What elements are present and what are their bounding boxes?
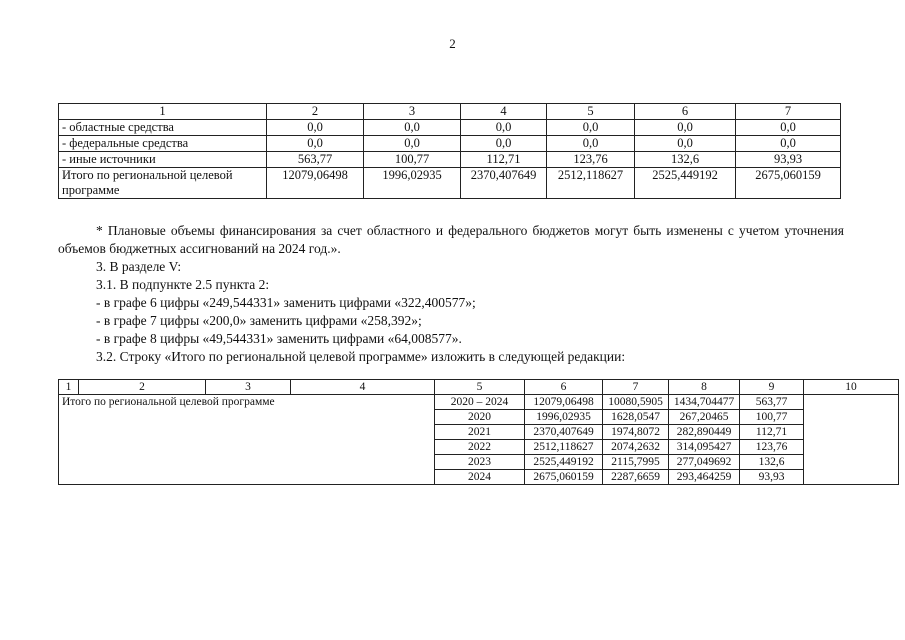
header-cell: 10 — [804, 380, 899, 395]
cell: 112,71 — [740, 425, 804, 440]
cell: 2074,2632 — [603, 440, 669, 455]
table-row — [59, 120, 841, 136]
cell: 0,0 — [547, 136, 635, 152]
header-cell: 5 — [547, 104, 635, 120]
bullet-column-7: - в графе 7 цифры «200,0» заменить цифрами «258,392»; — [96, 313, 422, 328]
header-cell: 9 — [740, 380, 804, 395]
cell: 0,0 — [635, 136, 736, 152]
cell: 2512,118627 — [525, 440, 603, 455]
subsection-3-1: 3.1. В подпункте 2.5 пункта 2: — [96, 277, 270, 292]
cell: 314,095427 — [669, 440, 740, 455]
cell: 0,0 — [364, 136, 461, 152]
cell: 267,20465 — [669, 410, 740, 425]
cell: 2675,060159 — [525, 470, 603, 485]
cell: 2370,407649 — [461, 168, 547, 199]
cell: 293,464259 — [669, 470, 740, 485]
cell: 2115,7995 — [603, 455, 669, 470]
cell: 2675,060159 — [736, 168, 841, 199]
cell: 123,76 — [547, 152, 635, 168]
cell: 282,890449 — [669, 425, 740, 440]
header-cell: 6 — [635, 104, 736, 120]
cell: 12079,06498 — [525, 395, 603, 410]
header-cell: 6 — [525, 380, 603, 395]
cell: 563,77 — [267, 152, 364, 168]
header-cell: 1 — [59, 380, 79, 395]
cell: 1628,0547 — [603, 410, 669, 425]
table-header-row — [59, 104, 841, 120]
cell: 277,049692 — [669, 455, 740, 470]
header-cell: 7 — [736, 104, 841, 120]
cell: 10080,5905 — [603, 395, 669, 410]
cell: 1974,8072 — [603, 425, 669, 440]
table-row — [59, 395, 899, 410]
section-3-heading: 3. В разделе V: — [96, 259, 182, 274]
bullet-column-8: - в графе 8 цифры «49,544331» заменить цифрами «64,008577». — [96, 331, 462, 346]
cell: 132,6 — [740, 455, 804, 470]
table-row — [59, 168, 841, 199]
bullet-column-6: - в графе 6 цифры «249,544331» заменить цифрами «322,400577»; — [96, 295, 476, 310]
cell: 1996,02935 — [364, 168, 461, 199]
period-cell: 2021 — [435, 425, 525, 440]
period-cell: 2022 — [435, 440, 525, 455]
period-cell: 2024 — [435, 470, 525, 485]
cell: 0,0 — [736, 120, 841, 136]
cell: 2525,449192 — [525, 455, 603, 470]
cell: 0,0 — [461, 136, 547, 152]
cell: 2525,449192 — [635, 168, 736, 199]
period-cell: 2020 — [435, 410, 525, 425]
amendment-text — [58, 222, 844, 366]
header-cell: 5 — [435, 380, 525, 395]
row-label: Итого по региональной целевой программе — [59, 168, 267, 199]
row-label: - областные средства — [59, 120, 267, 136]
cell: 132,6 — [635, 152, 736, 168]
empty-cell — [804, 395, 899, 485]
table-row — [59, 152, 841, 168]
cell: 0,0 — [461, 120, 547, 136]
cell: 0,0 — [267, 120, 364, 136]
footnote-paragraph: * Плановые объемы финансирования за счет областного и федерального бюджетов могут быть изменены с учетом уточнения объемов бюджетных ассигнований на 2024 год.». — [58, 223, 844, 256]
row-label: Итого по региональной целевой программе — [59, 395, 435, 485]
period-cell: 2020 – 2024 — [435, 395, 525, 410]
table-row — [59, 136, 841, 152]
row-label: - федеральные средства — [59, 136, 267, 152]
header-cell: 1 — [59, 104, 267, 120]
cell: 2370,407649 — [525, 425, 603, 440]
cell: 2287,6659 — [603, 470, 669, 485]
cell: 112,71 — [461, 152, 547, 168]
header-cell: 2 — [267, 104, 364, 120]
header-cell: 3 — [206, 380, 291, 395]
cell: 93,93 — [740, 470, 804, 485]
page-number: 2 — [449, 36, 456, 51]
program-total-table — [58, 379, 899, 485]
subsection-3-2: 3.2. Строку «Итого по региональной целевой программе» изложить в следующей редакции: — [96, 349, 626, 364]
period-cell: 2023 — [435, 455, 525, 470]
row-label: - иные источники — [59, 152, 267, 168]
header-cell: 4 — [461, 104, 547, 120]
cell: 100,77 — [364, 152, 461, 168]
cell: 0,0 — [267, 136, 364, 152]
financing-table — [58, 103, 841, 199]
header-cell: 4 — [291, 380, 435, 395]
header-cell: 2 — [79, 380, 206, 395]
table-header-row — [59, 380, 899, 395]
cell: 12079,06498 — [267, 168, 364, 199]
cell: 0,0 — [635, 120, 736, 136]
cell: 93,93 — [736, 152, 841, 168]
cell: 1996,02935 — [525, 410, 603, 425]
header-cell: 8 — [669, 380, 740, 395]
cell: 0,0 — [547, 120, 635, 136]
cell: 0,0 — [364, 120, 461, 136]
header-cell: 7 — [603, 380, 669, 395]
cell: 2512,118627 — [547, 168, 635, 199]
cell: 1434,704477 — [669, 395, 740, 410]
cell: 123,76 — [740, 440, 804, 455]
cell: 563,77 — [740, 395, 804, 410]
cell: 0,0 — [736, 136, 841, 152]
header-cell: 3 — [364, 104, 461, 120]
cell: 100,77 — [740, 410, 804, 425]
